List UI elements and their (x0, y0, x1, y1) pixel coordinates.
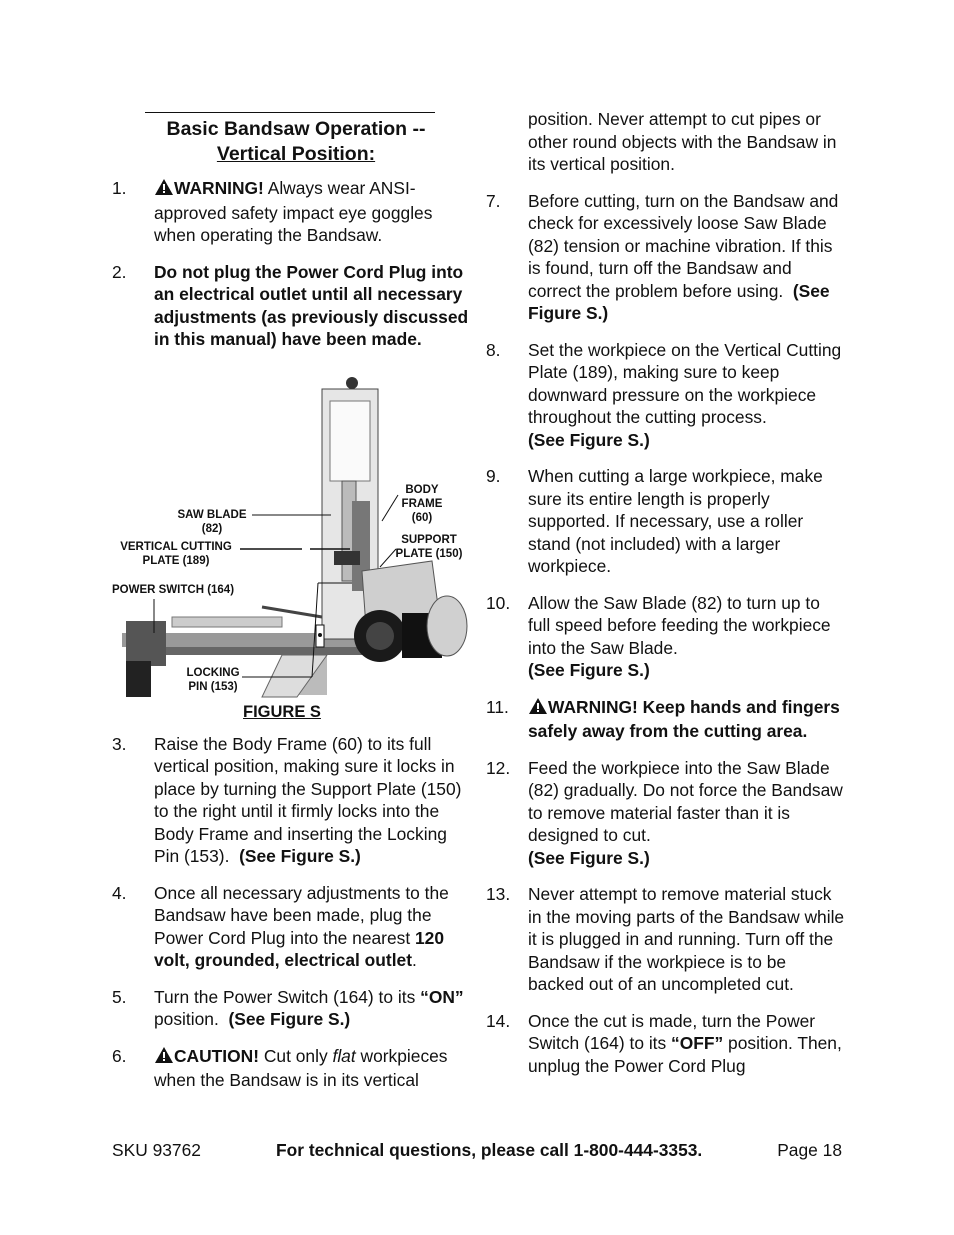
item-text: Feed the workpiece into the Saw Blade (82) gradually. Do not force the Bandsaw to remove material faster than it is designed to cut. (528, 757, 843, 845)
item-number: 2. (112, 261, 127, 282)
item-body (154, 1045, 472, 1092)
item-number: 14. (486, 1010, 511, 1031)
list-item (486, 883, 846, 996)
item-body (528, 696, 846, 743)
item-body (528, 190, 846, 325)
section-title (112, 117, 472, 167)
list-item (486, 592, 846, 682)
item-number: 6. (112, 1045, 127, 1066)
item-bold-text: 120 volt, grounded, electrical outlet (154, 927, 445, 970)
item-text: Before cutting, turn on the Bandsaw and check for excessively loose Saw Blade (82) tension or machine vibration. If this is found, turn off the Bandsaw and correct the problem before using. (528, 190, 839, 301)
figure-reference: (See Figure S.) (528, 429, 650, 450)
item-text: Never attempt to remove material stuck in the moving parts of the Bandsaw while it is plugged in and running. Turn off the Bandsaw if the workpiece is to be backed out of an uncompleted cut. (528, 884, 845, 994)
item-number: 13. (486, 884, 511, 904)
caution-triangle-icon (154, 1046, 174, 1070)
item-text: Always wear ANSI-approved safety impact eye goggles when operating the Bandsaw. (154, 178, 433, 245)
list-item (112, 177, 472, 247)
item-bold-text: “ON” (420, 986, 464, 1007)
warning-label: WARNING! (174, 178, 264, 198)
list-item (486, 696, 846, 743)
item-text: Set the workpiece on the Vertical Cutting Plate (189), making sure to keep downward pressure on the workpiece throughout the cutting process. (528, 339, 842, 427)
item-number: 5. (112, 986, 127, 1007)
technical-support-line: For technical questions, please call 1-800-444-3353. (276, 1140, 703, 1160)
section-title-line2: Vertical Position: (216, 143, 376, 165)
item-number: 10. (486, 592, 511, 613)
warning-triangle-icon (528, 697, 548, 721)
item-text: Turn the Power Switch (164) to its (154, 986, 421, 1007)
item-number: 9. (486, 466, 501, 486)
label-locking-pin: LOCKING PIN (153) (186, 666, 240, 693)
item-text: Once all necessary adjustments to the Bandsaw have been made, plug the Power Cord Plug into the nearest (154, 882, 449, 948)
section-title-line1: Basic Bandsaw Operation -- (166, 118, 426, 140)
item-number: 8. (486, 339, 501, 360)
list-item (486, 339, 846, 452)
figure-reference: (See Figure S.) (528, 847, 650, 868)
item-text: Do not plug the Power Cord Plug into an electrical outlet until all necessary adjustments (as previously discussed in this manual) have been made. (154, 261, 469, 349)
continuation-paragraph (486, 108, 846, 176)
item-tail-text: workpieces when the Bandsaw is in its vertical (154, 1045, 448, 1090)
item-number: 3. (112, 733, 127, 754)
item-body (528, 1010, 846, 1078)
label-power-switch: POWER SWITCH (164) (112, 583, 235, 596)
page-number: Page 18 (777, 1140, 842, 1160)
item-tail-text: position. (154, 1009, 219, 1029)
item-number: 1. (112, 178, 127, 198)
figure-caption: FIGURE S (243, 702, 321, 721)
figure-reference: (See Figure S.) (528, 660, 650, 680)
item-text: Keep hands and fingers safely away from the cutting area. (528, 696, 840, 741)
item-text: Allow the Saw Blade (82) to turn up to full speed before feeding the workpiece into the Saw Blade. (528, 592, 831, 658)
item-text: Cut only (259, 1045, 333, 1066)
list-item (112, 1045, 472, 1092)
item-body (528, 592, 846, 682)
item-text: Raise the Body Frame (60) to its full vertical position, making sure it locks in place by turning the Support Plate (150) to the right until it firmly locks into the Body Frame and inserting the Locking Pin (153). (154, 733, 462, 866)
item-body (528, 757, 846, 870)
item-text: Once the cut is made, turn the Power Switch (164) to its (528, 1010, 816, 1053)
list-item (112, 882, 472, 972)
left-column (112, 112, 472, 1106)
caution-label: CAUTION! (174, 1045, 260, 1066)
figure-s (112, 371, 472, 723)
item-tail-text: . (412, 950, 417, 970)
item-number: 11. (486, 696, 509, 717)
item-italic-text: flat (332, 1045, 356, 1066)
continuation-text: position. Never attempt to cut pipes or other round objects with the Bandsaw in its vertical position. (528, 109, 837, 174)
title-rule (145, 112, 435, 113)
item-bold-text: “OFF” (671, 1033, 724, 1053)
item-body (154, 733, 472, 868)
right-column (486, 108, 846, 1091)
list-item (112, 986, 472, 1031)
figure-reference: (See Figure S.) (528, 280, 830, 323)
item-tail-text: position. Then, unplug the Power Cord Plug (528, 1033, 842, 1076)
warning-triangle-icon (154, 178, 174, 202)
list-item (486, 757, 846, 870)
item-body (154, 177, 472, 247)
list-item (112, 733, 472, 868)
figure-reference: (See Figure S.) (228, 1009, 351, 1029)
item-number: 12. (486, 757, 511, 778)
item-body (154, 986, 472, 1031)
item-number: 7. (486, 190, 501, 211)
warning-label: WARNING! (548, 696, 638, 717)
label-support-plate: SUPPORT PLATE (150) (395, 533, 463, 560)
list-item (486, 1010, 846, 1078)
label-saw-blade: SAW BLADE (82) (177, 508, 247, 535)
item-text: When cutting a large workpiece, make sure its entire length is properly supported. If necessary, use a roller stand (not included) with a larger workpiece. (528, 466, 823, 576)
item-body (154, 882, 472, 972)
sku-number: SKU 93762 (112, 1140, 201, 1160)
figure-reference: (See Figure S.) (239, 846, 361, 866)
item-body (528, 339, 846, 452)
list-item (112, 261, 472, 351)
list-item (486, 465, 846, 578)
list-item (486, 190, 846, 325)
label-body-frame: BODY FRAME (60) (401, 483, 443, 524)
item-number: 4. (112, 882, 127, 903)
label-vertical-cutting-plate: VERTICAL CUTTING PLATE (189) (120, 540, 232, 567)
